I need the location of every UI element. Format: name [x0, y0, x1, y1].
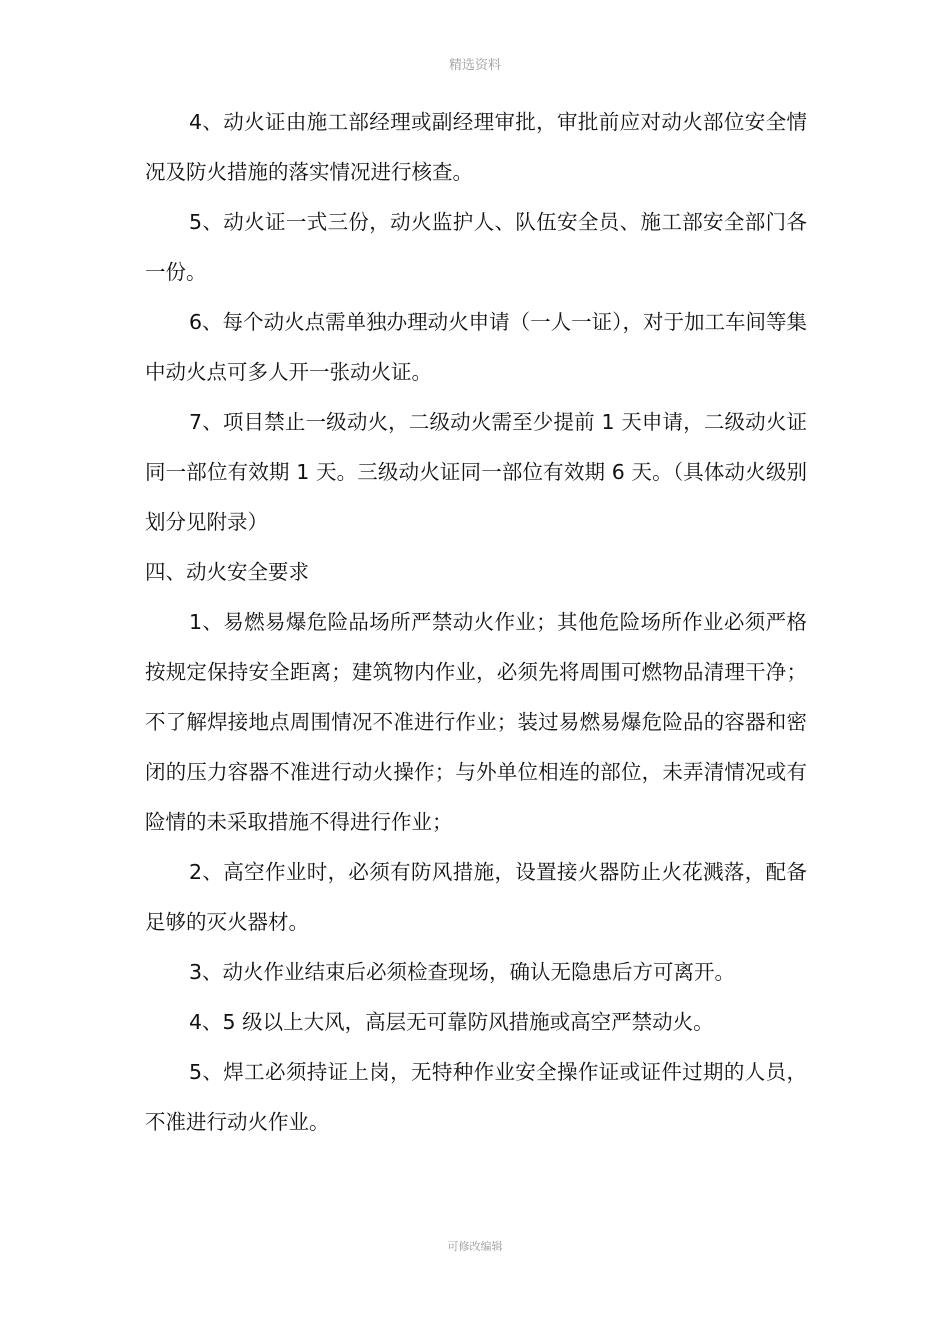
- requirement-item-3: 3、动火作业结束后必须检查现场，确认无隐患后方可离开。: [189, 960, 736, 984]
- paragraph-item-7: 7、项目禁止一级动火，二级动火需至少提前 1 天申请，二级动火证同一部位有效期 1 天。三级动火证同一部位有效期 6 天。（具体动火级别划分见附录）: [145, 410, 807, 534]
- requirement-item-2: 2、高空作业时，必须有防风措施，设置接火器防止火花溅落，配备足够的灭火器材。: [145, 860, 807, 934]
- requirement-item-5: 5、焊工必须持证上岗，无特种作业安全操作证或证件过期的人员，不准进行动火作业。: [145, 1060, 807, 1134]
- page-footer: 可修改编辑: [447, 1240, 503, 1253]
- paragraph-item-6: 6、每个动火点需单独办理动火申请（一人一证），对于加工车间等集中动火点可多人开一张动火证。: [145, 310, 807, 384]
- section-heading: 四、动火安全要求: [145, 560, 309, 584]
- paragraph-item-4: 4、动火证由施工部经理或副经理审批，审批前应对动火部位安全情况及防火措施的落实情况进行核查。: [145, 110, 807, 184]
- requirement-item-4: 4、5 级以上大风，高层无可靠防风措施或高空严禁动火。: [189, 1010, 714, 1034]
- paragraph-item-5: 5、动火证一式三份，动火监护人、队伍安全员、施工部安全部门各一份。: [145, 210, 807, 284]
- requirement-item-1: 1、易燃易爆危险品场所严禁动火作业；其他危险场所作业必须严格按规定保持安全距离；建筑物内作业，必须先将周围可燃物品清理干净；不了解焊接地点周围情况不准进行作业；装过易燃易爆危险品的容器和密闭的压力容器不准进行动火操作；与外单位相连的部位，未弄清情况或有险情的未采取措施不得进行作业；: [145, 610, 807, 834]
- document-body: [145, 97, 807, 1147]
- page-header: 精选资料: [448, 58, 501, 73]
